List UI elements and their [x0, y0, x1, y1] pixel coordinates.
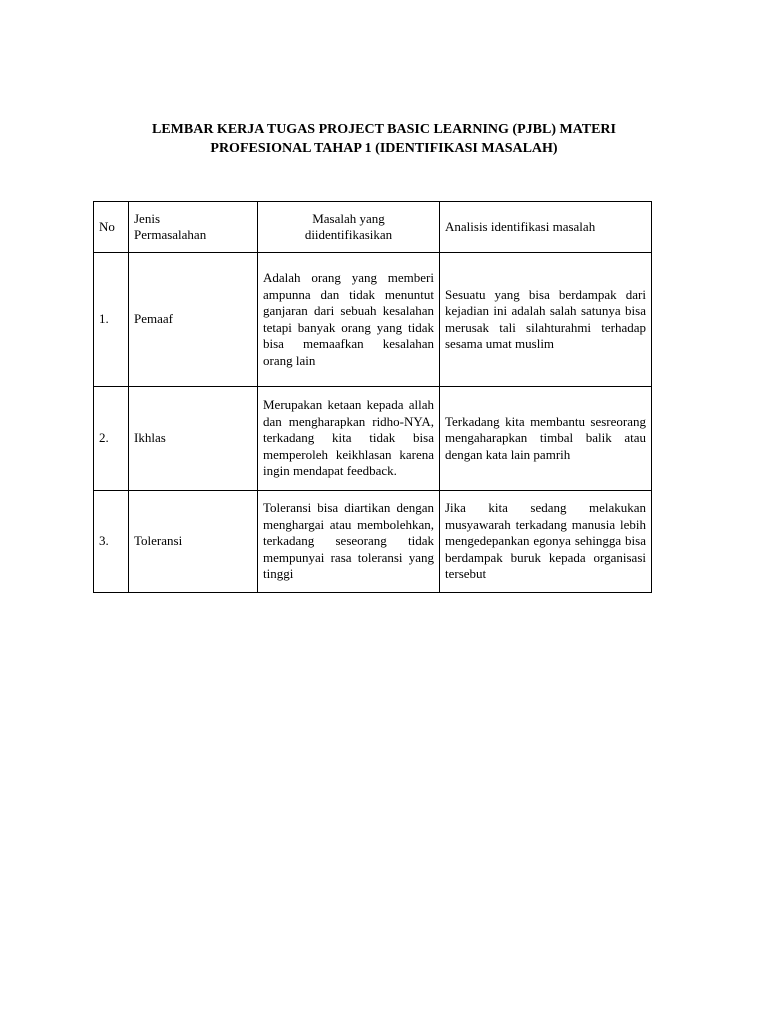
header-masalah-line-2: diidentifikasikan [304, 227, 393, 242]
problem-identification-table [93, 201, 652, 593]
row-masalah: Toleransi bisa diartikan dengan menghargai atau membolehkan, terkadang seseorang tidak mempunyai rasa toleransi yang tinggi [258, 491, 440, 593]
row-analisis: Jika kita sedang melakukan musyawarah terkadang manusia lebih mengedepankan egonya sehingga bisa berdampak buruk kepada organisasi tersebut [440, 491, 652, 593]
header-jenis-line-1: Jenis [134, 210, 160, 226]
header-masalah-line-1: Masalah yang [312, 210, 385, 226]
table-row [94, 491, 652, 593]
row-masalah: Adalah orang yang memberi ampunna dan tidak menuntut ganjaran dari sebuah kesalahan tetapi banyak orang yang tidak bisa memaafkan kesalahan orang lain [258, 253, 440, 387]
row-number: 1. [94, 253, 129, 387]
header-analisis: Analisis identifikasi masalah [440, 202, 652, 253]
row-analisis: Terkadang kita membantu sesreorang mengaharapkan timbal balik atau dengan kata lain pamrih [440, 387, 652, 491]
document-title [96, 120, 672, 158]
row-jenis: Ikhlas [129, 387, 258, 491]
table-header-row [94, 202, 652, 253]
header-jenis-permasalahan [129, 202, 258, 253]
table-row [94, 387, 652, 491]
row-masalah: Merupakan ketaan kepada allah dan mengharapkan ridho-NYA, terkadang kita tidak bisa memperoleh keikhlasan karena ingin mendapat feedback. [258, 387, 440, 491]
document-title-line-1: LEMBAR KERJA TUGAS PROJECT BASIC LEARNING (PJBL) MATERI [151, 122, 616, 137]
header-masalah [258, 202, 440, 253]
header-no: No [94, 202, 129, 253]
row-analisis: Sesuatu yang bisa berdampak dari kejadian ini adalah salah satunya bisa merusak tali silahturahmi terhadap sesama umat muslim [440, 253, 652, 387]
row-number: 3. [94, 491, 129, 593]
row-jenis: Toleransi [129, 491, 258, 593]
row-jenis: Pemaaf [129, 253, 258, 387]
row-number: 2. [94, 387, 129, 491]
document-title-line-2: PROFESIONAL TAHAP 1 (IDENTIFIKASI MASALAH) [210, 141, 558, 156]
table-row [94, 253, 652, 387]
header-jenis-line-2: Permasalahan [134, 227, 207, 242]
